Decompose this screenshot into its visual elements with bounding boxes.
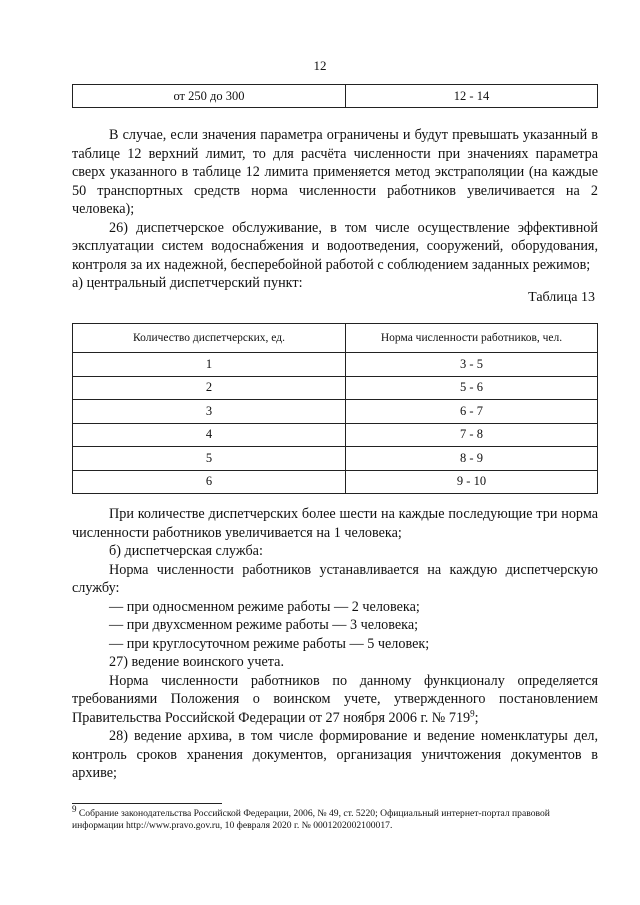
table-cell: 7 - 8 [346,423,598,447]
table-row [73,376,598,400]
column-header: Норма численности работников, чел. [346,324,598,353]
table-cell: 1 [73,353,346,377]
table-cell: 5 - 6 [346,376,598,400]
paragraph: 28) ведение архива, в том числе формирование и ведение номенклатуры дел, контроль сроков хранения документов, организация уничтожения документов в архиве; [72,728,598,781]
table-cell: 9 - 10 [346,470,598,494]
column-header: Количество диспетчерских, ед. [73,324,346,353]
table-header-row [73,324,598,353]
table-row [73,447,598,471]
text-block-c [72,505,598,783]
paragraph: 26) диспетчерское обслуживание, в том числе осуществление эффективной эксплуатации систем водоснабжения и водоотведения, сооружений, оборудования, контроля за их надежной, бесперебойной работой с соблюдением заданных режимов; [72,219,598,273]
continued-table-12 [72,84,598,108]
table-cell: 12 - 14 [346,85,598,108]
table-row [73,470,598,494]
paragraph: При количестве диспетчерских более шести на каждые последующие три норма численности работников увеличивается на 1 человека; [72,506,598,541]
paragraph: а) центральный диспетчерский пункт: [72,275,303,291]
list-item: — при двухсменном режиме работы — 3 человека; [109,617,419,633]
table-13 [72,323,598,494]
page-number: 12 [313,58,327,73]
paragraph-end: ; [474,709,479,726]
table-cell: 6 [73,470,346,494]
list-item: — при круглосуточном режиме работы — 5 человек; [109,635,430,652]
table-row [73,400,598,424]
table-row [73,423,598,447]
footnote [72,803,598,832]
paragraph-text: Норма численности работников по данному функционалу определяется требованиями Положения о воинском учете, утвержденного постановлением Правительства Российской Федерации от 27 ноября 2006 г. № 719 [72,672,598,726]
table-cell: от 250 до 300 [73,85,346,108]
footnote-reference: 9 [470,707,475,718]
footnote-number: 9 [72,803,77,814]
paragraph: Норма численности работников устанавливается на каждую диспетчерскую службу: [72,561,598,596]
table-cell: 5 [73,447,346,471]
text-block-a [72,126,598,293]
paragraph: 27) ведение воинского учета. [109,654,285,670]
footnote-text: Собрание законодательства Российской Федерации, 2006, № 49, ст. 5220; Официальный интернет-портал правовой информации http://www.pravo.gov.ru, 10 февраля 2020 г. № 0001202002100017. [72,808,550,831]
footnote-divider [72,803,222,804]
paragraph: В случае, если значения параметра ограничены и будут превышать указанный в таблице 12 верхний лимит, то для расчёта численности при значениях параметра сверх указанного в таблице 12 лимита применяется метод экстраполяции (на каждые 50 транспортных средств норма численности работников увеличивается на 2 человека); [72,127,598,217]
table-cell: 6 - 7 [346,400,598,424]
table-caption: Таблица 13 [528,290,595,305]
table-row [73,353,598,377]
paragraph: б) диспетчерская служба: [109,543,263,559]
table-cell: 3 - 5 [346,353,598,377]
table-cell: 2 [73,376,346,400]
table-cell: 3 [73,400,346,424]
table-cell: 8 - 9 [346,447,598,471]
paragraph-with-footnote [72,672,598,728]
list-item: — при односменном режиме работы — 2 человека; [109,598,420,615]
table-cell: 4 [73,423,346,447]
table-row [73,85,598,108]
